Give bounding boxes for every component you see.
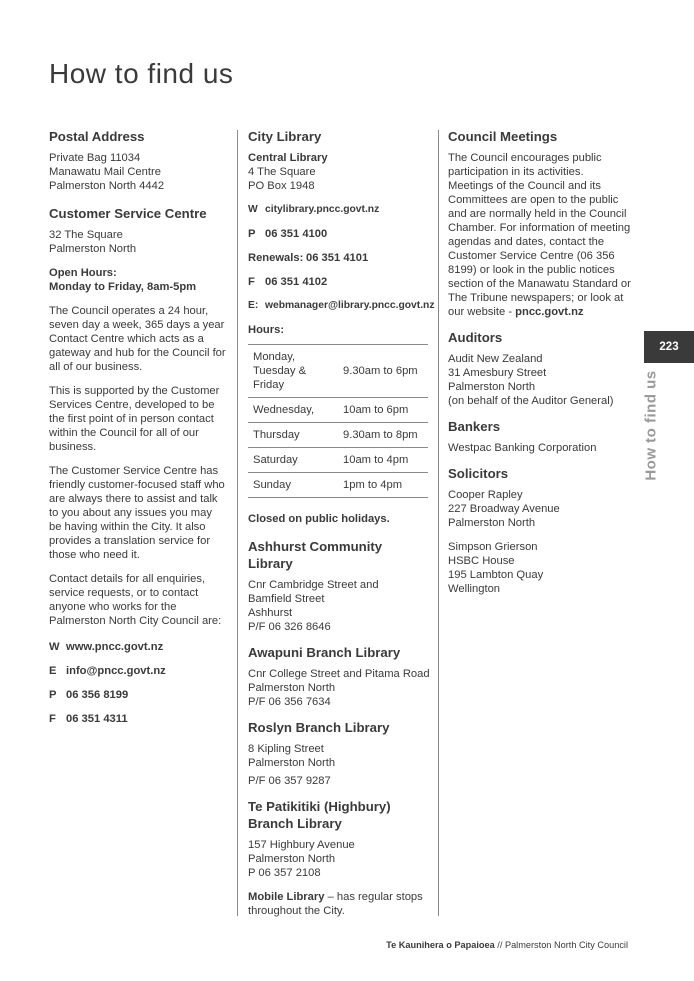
ashhurst-address xyxy=(248,578,430,634)
open-hours-label: Open Hours: xyxy=(49,267,117,279)
fax-value: 06 351 4102 xyxy=(265,276,328,288)
address-line: 32 The Square xyxy=(49,229,123,241)
phone-line: P/F 06 326 8646 xyxy=(248,621,331,633)
ashhurst-heading: Ashhurst Community Library xyxy=(248,539,383,571)
address-line: Palmerston North 4442 xyxy=(49,180,165,192)
contact-phone xyxy=(49,688,227,702)
section-side-label-text: How to find us xyxy=(642,369,660,481)
contact-key: Renewals: xyxy=(248,252,304,264)
column-divider xyxy=(237,130,238,916)
phone-value: 06 351 4100 xyxy=(265,228,328,240)
hours-day: Saturday xyxy=(253,454,298,466)
website-link[interactable]: pncc.govt.nz xyxy=(515,306,584,318)
page-number-tab: 223 xyxy=(644,331,694,363)
footer-council-name: // Palmerston North City Council xyxy=(494,940,628,950)
library-email-link[interactable]: webmanager@library.pncc.govt.nz xyxy=(265,300,435,311)
library-fax xyxy=(248,275,430,289)
bankers-details xyxy=(448,441,632,455)
contact-web xyxy=(49,640,227,654)
roslyn-heading: Roslyn Branch Library xyxy=(248,720,390,735)
highbury-heading: Te Patikitiki (Highbury) Branch Library xyxy=(248,799,391,831)
hours-label: Hours: xyxy=(248,324,285,336)
address-line: Private Bag 11034 xyxy=(49,152,141,164)
mobile-library xyxy=(248,890,430,918)
address-line: Palmerston North xyxy=(248,682,336,694)
contact-key: E xyxy=(49,665,57,677)
customer-centre-address xyxy=(49,228,227,256)
address-line: 8 Kipling Street xyxy=(248,743,324,755)
bankers-heading: Bankers xyxy=(448,419,501,434)
address-line: Audit New Zealand xyxy=(448,353,543,365)
open-hours-value: Monday to Friday, 8am-5pm xyxy=(49,281,197,293)
meetings-text xyxy=(448,151,632,319)
open-hours xyxy=(49,266,227,294)
address-line: Cnr College Street and Pitama Road xyxy=(248,668,430,680)
address-line: Wellington xyxy=(448,583,501,595)
mobile-library-text: – has regular stops throughout the City. xyxy=(248,891,423,917)
address-line: 4 The Square xyxy=(248,166,316,178)
awapuni-address xyxy=(248,667,430,709)
hours-day: Wednesday, xyxy=(253,404,315,416)
address-line: 195 Lambton Quay xyxy=(448,569,544,581)
address-line: Manawatu Mail Centre xyxy=(49,166,161,178)
solicitor-1 xyxy=(448,488,632,530)
library-email xyxy=(248,299,435,313)
paragraph: The Council operates a 24 hour, seven day a week, 365 days a year Contact Centre which acts as a gateway and hub for the Council for all of our business. xyxy=(49,305,226,373)
contact-email xyxy=(49,664,227,678)
page-title: How to find us xyxy=(49,58,234,89)
column-left xyxy=(49,128,227,726)
city-library-address xyxy=(248,151,430,193)
library-phone xyxy=(248,227,430,241)
address-line: Cnr Cambridge Street and xyxy=(248,579,379,591)
hours-time: 10am to 6pm xyxy=(343,404,409,416)
solicitors-heading: Solicitors xyxy=(448,466,509,481)
hours-day: Thursday xyxy=(253,429,300,441)
hours-table xyxy=(248,344,428,498)
library-web xyxy=(248,203,430,217)
roslyn-address xyxy=(248,742,430,770)
address-line: HSBC House xyxy=(448,555,515,567)
column-right xyxy=(448,128,632,596)
solicitor-2 xyxy=(448,540,632,596)
address-line: Cooper Rapley xyxy=(448,489,523,501)
paragraph: This is supported by the Customer Services Centre, developed to be the first point of in person contact within the Council for all of our business. xyxy=(49,385,220,453)
contact-key: F xyxy=(49,713,56,725)
table-row xyxy=(248,448,428,473)
footer-maori-name: Te Kaunihera o Papaioea xyxy=(386,940,495,950)
address-line: (on behalf of the Auditor General) xyxy=(448,395,614,407)
address-line: PO Box 1948 xyxy=(248,180,315,192)
phone-line: P 06 357 2108 xyxy=(248,867,321,879)
address-line: 227 Broadway Avenue xyxy=(448,503,560,515)
auditors-details xyxy=(448,352,632,408)
fax-value: 06 351 4311 xyxy=(66,713,128,725)
mobile-library-label: Mobile Library xyxy=(248,891,325,903)
phone-value: 06 356 8199 xyxy=(66,689,129,701)
contact-key: P xyxy=(248,228,256,240)
library-website-link[interactable]: citylibrary.pncc.govt.nz xyxy=(265,204,380,215)
page-footer xyxy=(386,940,628,950)
website-link[interactable]: www.pncc.govt.nz xyxy=(66,641,164,653)
hours-day: Sunday xyxy=(253,479,291,491)
contact-key: F xyxy=(248,276,255,288)
address-line: Palmerston North xyxy=(248,853,336,865)
paragraph: Contact details for all enquiries, service requests, or to contact anyone who works for the Palmerston North City Council are: xyxy=(49,573,222,627)
hours-time: 9.30am to 8pm xyxy=(343,429,418,441)
phone-line: P/F 06 356 7634 xyxy=(248,696,331,708)
central-library-label: Central Library xyxy=(248,152,328,164)
address-line: Palmerston North xyxy=(448,381,536,393)
awapuni-heading: Awapuni Branch Library xyxy=(248,645,401,660)
section-side-label xyxy=(640,369,662,481)
contact-key: W xyxy=(248,204,258,215)
contact-key: W xyxy=(49,641,60,653)
meetings-body: The Council encourages public participation in its activities. Meetings of the Council and its Committees are open to the public and are normally held in the Council Chamber. For information of meeting agendas and dates, contact the Customer Service Centre (06 356 8199) or look in the public notices section of the Manawatu Standard or The Tribune newspapers; or look at our website - xyxy=(448,152,631,318)
table-row xyxy=(248,473,428,498)
hours-time: 9.30am to 6pm xyxy=(343,365,418,377)
address-line: 31 Amesbury Street xyxy=(448,367,547,379)
highbury-address xyxy=(248,838,430,880)
renewals-value: 06 351 4101 xyxy=(306,252,369,264)
table-row xyxy=(248,345,428,398)
table-row xyxy=(248,398,428,423)
city-library-heading: City Library xyxy=(248,129,322,144)
closed-note: Closed on public holidays. xyxy=(248,513,390,525)
contact-key: P xyxy=(49,689,57,701)
phone-line: P/F 06 357 9287 xyxy=(248,775,331,787)
postal-address xyxy=(49,151,227,193)
contact-key: E: xyxy=(248,300,259,311)
address-line: Simpson Grierson xyxy=(448,541,538,553)
address-line: Palmerston North xyxy=(448,517,536,529)
auditors-heading: Auditors xyxy=(448,330,503,345)
address-line: Palmerston North xyxy=(49,243,137,255)
column-middle xyxy=(248,128,435,918)
address-line: Ashhurst xyxy=(248,607,293,619)
table-row xyxy=(248,423,428,448)
hours-day: Monday, Tuesday & Friday xyxy=(253,351,307,391)
postal-heading: Postal Address xyxy=(49,129,145,144)
address-line: Palmerston North xyxy=(248,757,336,769)
hours-time: 10am to 4pm xyxy=(343,454,409,466)
email-link[interactable]: info@pncc.govt.nz xyxy=(66,665,166,677)
hours-time: 1pm to 4pm xyxy=(343,479,403,491)
paragraph: The Customer Service Centre has friendly customer-focused staff who are always there to assist and talk to you about any issues you may be having within the City. It also provides a translation service for those who need it. xyxy=(49,465,225,561)
customer-centre-heading: Customer Service Centre xyxy=(49,206,207,221)
address-line: Bamfield Street xyxy=(248,593,325,605)
bank-name: Westpac Banking Corporation xyxy=(448,442,597,454)
meetings-heading: Council Meetings xyxy=(448,129,558,144)
contact-fax xyxy=(49,712,227,726)
library-renewals xyxy=(248,251,430,265)
column-divider xyxy=(438,130,439,916)
address-line: 157 Highbury Avenue xyxy=(248,839,355,851)
